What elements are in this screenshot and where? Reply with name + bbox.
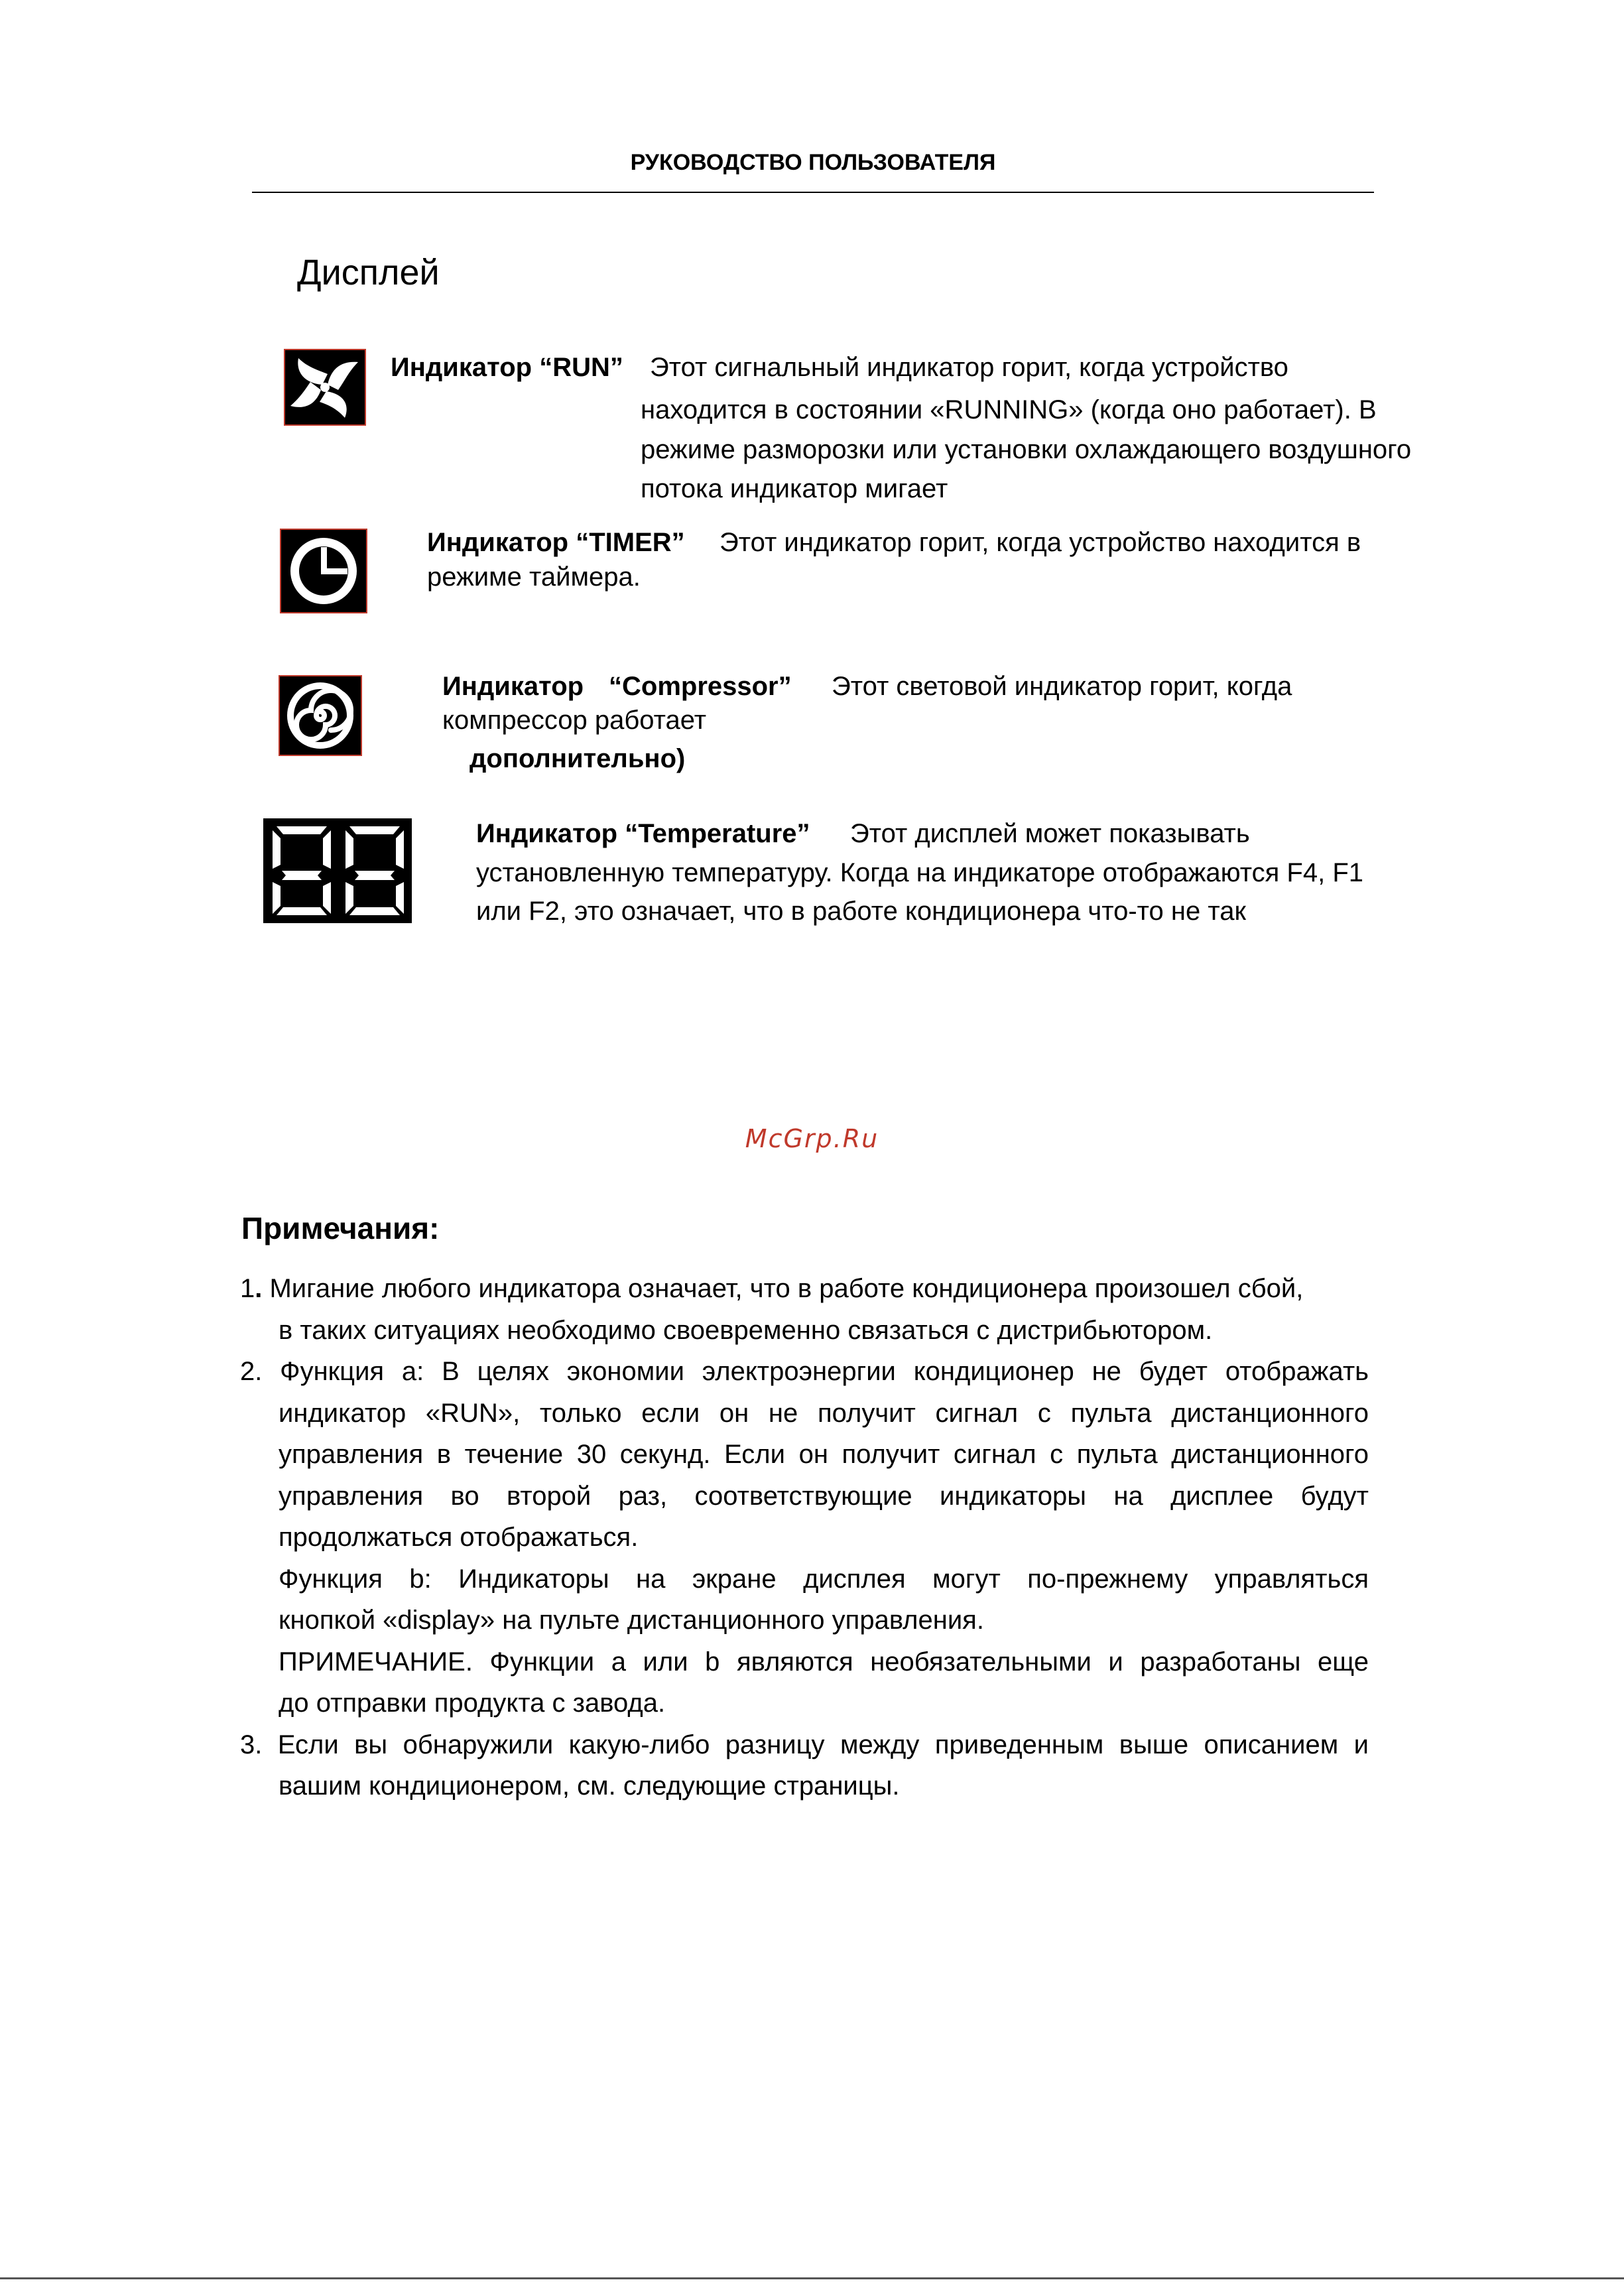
timer-indicator-label: Индикатор “TIMER” (427, 528, 685, 557)
temperature-indicator-label: Индикатор “Temperature” (476, 819, 810, 848)
note-2-line-3: управления в течение 30 секунд. Если он получит сигнал с пульта дистанционного (279, 1440, 1369, 1469)
note-1-line-2: в таких ситуациях необходимо своевременно связаться с дистрибьютором. (279, 1315, 1213, 1345)
section-title: Дисплей (297, 253, 440, 292)
watermark: McGrp.Ru (745, 1124, 879, 1153)
note-1-number: 1 (240, 1274, 255, 1303)
spiral-icon (279, 675, 362, 756)
note-2-line-1: 2. Функция a: В целях экономии электроэнергии кондиционер не будет отображать (240, 1357, 1369, 1386)
compressor-indicator-extra (469, 739, 685, 779)
compressor-indicator-label-b: “Compressor” (609, 672, 792, 701)
compressor-indicator-desc-2: компрессор работает (442, 706, 707, 735)
note-2-line-6: Функция b: Индикаторы на экране дисплея могут по-прежнему управляться (279, 1564, 1369, 1594)
compressor-indicator-desc-1: Этот световой индикатор горит, когда (832, 672, 1292, 701)
run-indicator-desc-3: режиме разморозки или установки охлаждающего воздушного (641, 435, 1412, 464)
fan-icon (284, 349, 366, 426)
compressor-extra-paren: ) (676, 744, 686, 773)
run-indicator-desc-1: Этот сигнальный индикатор горит, когда устройство (650, 353, 1288, 382)
note-3-line-2: вашим кондиционером, см. следующие страницы. (279, 1771, 900, 1801)
note-2-line-8: ПРИМЕЧАНИЕ. Функции a или b являются необязательными и разработаны еще (279, 1647, 1369, 1677)
page-header: РУКОВОДСТВО ПОЛЬЗОВАТЕЛЯ (630, 150, 996, 175)
temperature-indicator-desc-1: Этот дисплей может показывать (850, 819, 1250, 848)
clock-icon (280, 529, 367, 613)
note-2-line-2: индикатор «RUN», только если он не получит сигнал с пульта дистанционного (279, 1398, 1369, 1428)
temperature-indicator-desc-3: или F2, это означает, что в работе кондиционера что-то не так (476, 897, 1246, 926)
note-3-line-1: 3. Если вы обнаружили какую-либо разницу между приведенным выше описанием и (240, 1730, 1369, 1759)
note-2-line-5: продолжаться отображаться. (279, 1523, 639, 1552)
run-indicator-label: Индикатор “RUN” (391, 353, 623, 382)
notes-title: Примечания: (241, 1211, 440, 1245)
temperature-indicator-desc-2: установленную температуру. Когда на индикаторе отображаются F4, F1 (476, 858, 1364, 887)
run-indicator-desc-4: потока индикатор мигает (641, 474, 948, 503)
timer-indicator-desc-2: режиме таймера. (427, 562, 641, 592)
compressor-extra-text: дополнительно (469, 744, 677, 773)
note-1-text: Мигание любого индикатора означает, что в работе кондиционера произошел сбой, (262, 1274, 1304, 1303)
compressor-indicator-label-a: Индикатор (442, 672, 584, 701)
run-indicator-desc-2: находится в состоянии «RUNNING» (когда оно работает). В (641, 395, 1377, 424)
timer-indicator-desc-1: Этот индикатор горит, когда устройство находится в (719, 528, 1361, 557)
note-2-line-9: до отправки продукта с завода. (279, 1688, 666, 1718)
notes-list (240, 1268, 1369, 1807)
note-2-line-7: кнопкой «display» на пульте дистанционного управления. (279, 1606, 984, 1635)
header-divider (252, 192, 1374, 193)
seven-segment-display-icon (263, 818, 412, 923)
note-1-dot: . (255, 1274, 263, 1303)
note-1-line-1 (240, 1268, 1369, 1310)
page-bottom-edge (0, 2277, 1624, 2279)
note-2-line-4: управления во второй раз, соответствующие индикаторы на дисплее будут (279, 1481, 1369, 1511)
